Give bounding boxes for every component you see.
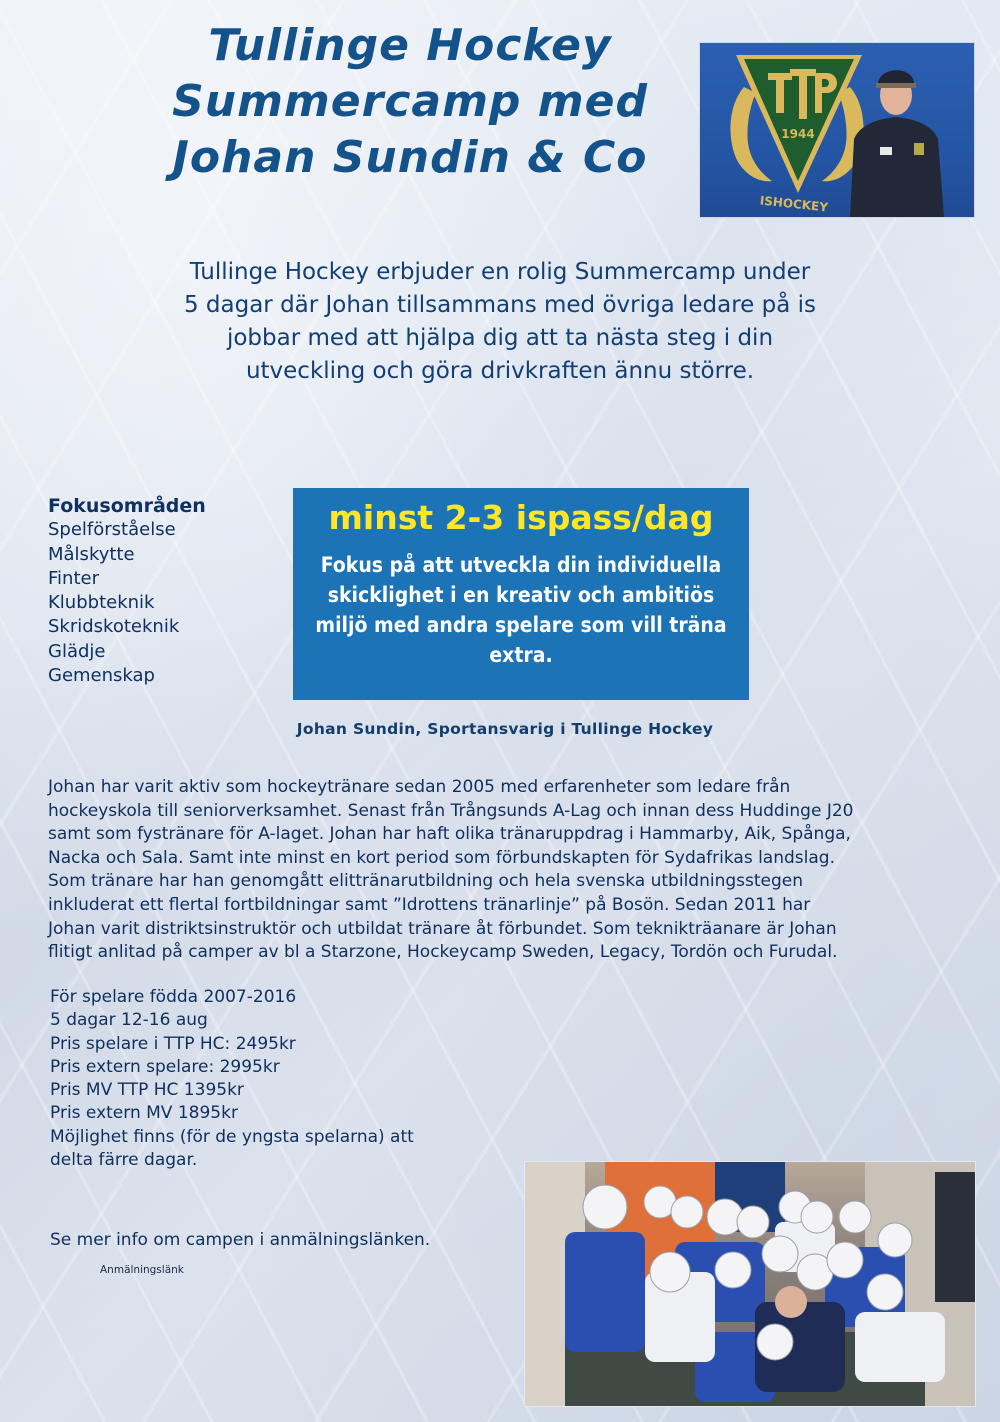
ice-sessions-tagline: minst 2-3 ispass/dag (328, 498, 714, 537)
focus-item: Glädje (48, 640, 106, 662)
intro-line: jobbar med att hjälpa dig att ta nästa steg i din (226, 325, 774, 351)
focus-item: Skridskoteknik (48, 616, 180, 638)
camp-dates: 5 dagar 12-16 aug (50, 1010, 208, 1031)
intro-line: utveckling och göra drivkraften ännu större. (245, 358, 755, 384)
bio-line: Som tränare har han genomgått elittränarutbildning och hela svenska utbildningsstegen (48, 871, 804, 892)
highlight-box (293, 488, 749, 700)
title-line: Johan Sundin & Co (172, 132, 648, 183)
highlight-line: Fokus på att utveckla din individuella (320, 553, 722, 577)
svg-text:ISHOCKEY: ISHOCKEY (759, 193, 829, 215)
bio-line: Johan varit distriktsinstruktör och utbildat tränare åt förbundet. Som teknikträanare är Johan (48, 918, 837, 939)
team-photo (524, 1161, 976, 1407)
page-title (120, 18, 700, 186)
bio-line: flitigt anlitad på camper av bl a Starzone, Hockeycamp Sweden, Legacy, Tordön och Furudal. (48, 942, 838, 963)
focus-heading: Fokusområden (48, 495, 206, 517)
more-info-text: Se mer info om campen i anmälningslänken. (50, 1230, 431, 1250)
focus-item: Målskytte (48, 543, 135, 565)
camp-details (50, 986, 480, 1172)
bio-line: Johan har varit aktiv som hockeytränare sedan 2005 med erfarenheter som ledare från (48, 777, 791, 797)
coach-photo (699, 42, 975, 218)
focus-item: Klubbteknik (48, 592, 155, 614)
birth-years: För spelare födda 2007-2016 (50, 987, 297, 1007)
svg-text:1944: 1944 (781, 127, 815, 141)
fewer-days-note: Möjlighet finns (för de yngsta spelarna) att (50, 1126, 414, 1147)
bio-line: Nacka och Sala. Samt inte minst en kort period som förbundskapten för Sydafrikas landslag. (48, 847, 835, 868)
team-photo-image (525, 1162, 975, 1406)
focus-item: Finter (48, 567, 99, 589)
focus-item: Gemenskap (48, 665, 155, 687)
focus-areas (48, 494, 278, 688)
intro-line: 5 dagar där Johan tillsammans med övriga ledare på is (183, 292, 817, 318)
fewer-days-note: delta färre dagar. (50, 1150, 198, 1171)
price-member-goalie: Pris MV TTP HC 1395kr (50, 1080, 244, 1101)
highlight-line: skicklighet i en kreativ och ambitiös (327, 583, 715, 607)
highlight-description (303, 550, 739, 670)
signup-link[interactable]: Anmälningslänk (100, 1264, 184, 1276)
bio-line: hockeyskola till seniorverksamhet. Senast från Trångsunds A-Lag och innan dess Huddinge J20 (48, 800, 854, 821)
focus-item: Spelförståelse (48, 519, 176, 541)
ttp-logo-icon (700, 43, 974, 217)
price-external-goalie: Pris extern MV 1895kr (50, 1103, 238, 1124)
title-line: Summercamp med (172, 76, 648, 127)
highlight-line: miljö med andra spelare som vill träna (315, 613, 727, 637)
title-line: Tullinge Hockey (208, 20, 612, 71)
coach-bio (48, 776, 978, 965)
intro-text (100, 256, 900, 388)
bio-line: samt som fystränare för A-laget. Johan har haft olika tränaruppdrag i Hammarby, Aik, Spånga, (48, 824, 851, 845)
highlight-line: extra. (489, 643, 553, 667)
bio-line: inkluderat ett flertal fortbildningar samt ”Idrottens tränarlinje” på Bosön. Sedan 2011 har (48, 894, 811, 915)
price-member-player: Pris spelare i TTP HC: 2495kr (50, 1033, 296, 1054)
coach-caption: Johan Sundin, Sportansvarig i Tullinge Hockey (296, 720, 714, 738)
intro-line: Tullinge Hockey erbjuder en rolig Summercamp under (189, 259, 811, 285)
price-external-player: Pris extern spelare: 2995kr (50, 1056, 280, 1077)
